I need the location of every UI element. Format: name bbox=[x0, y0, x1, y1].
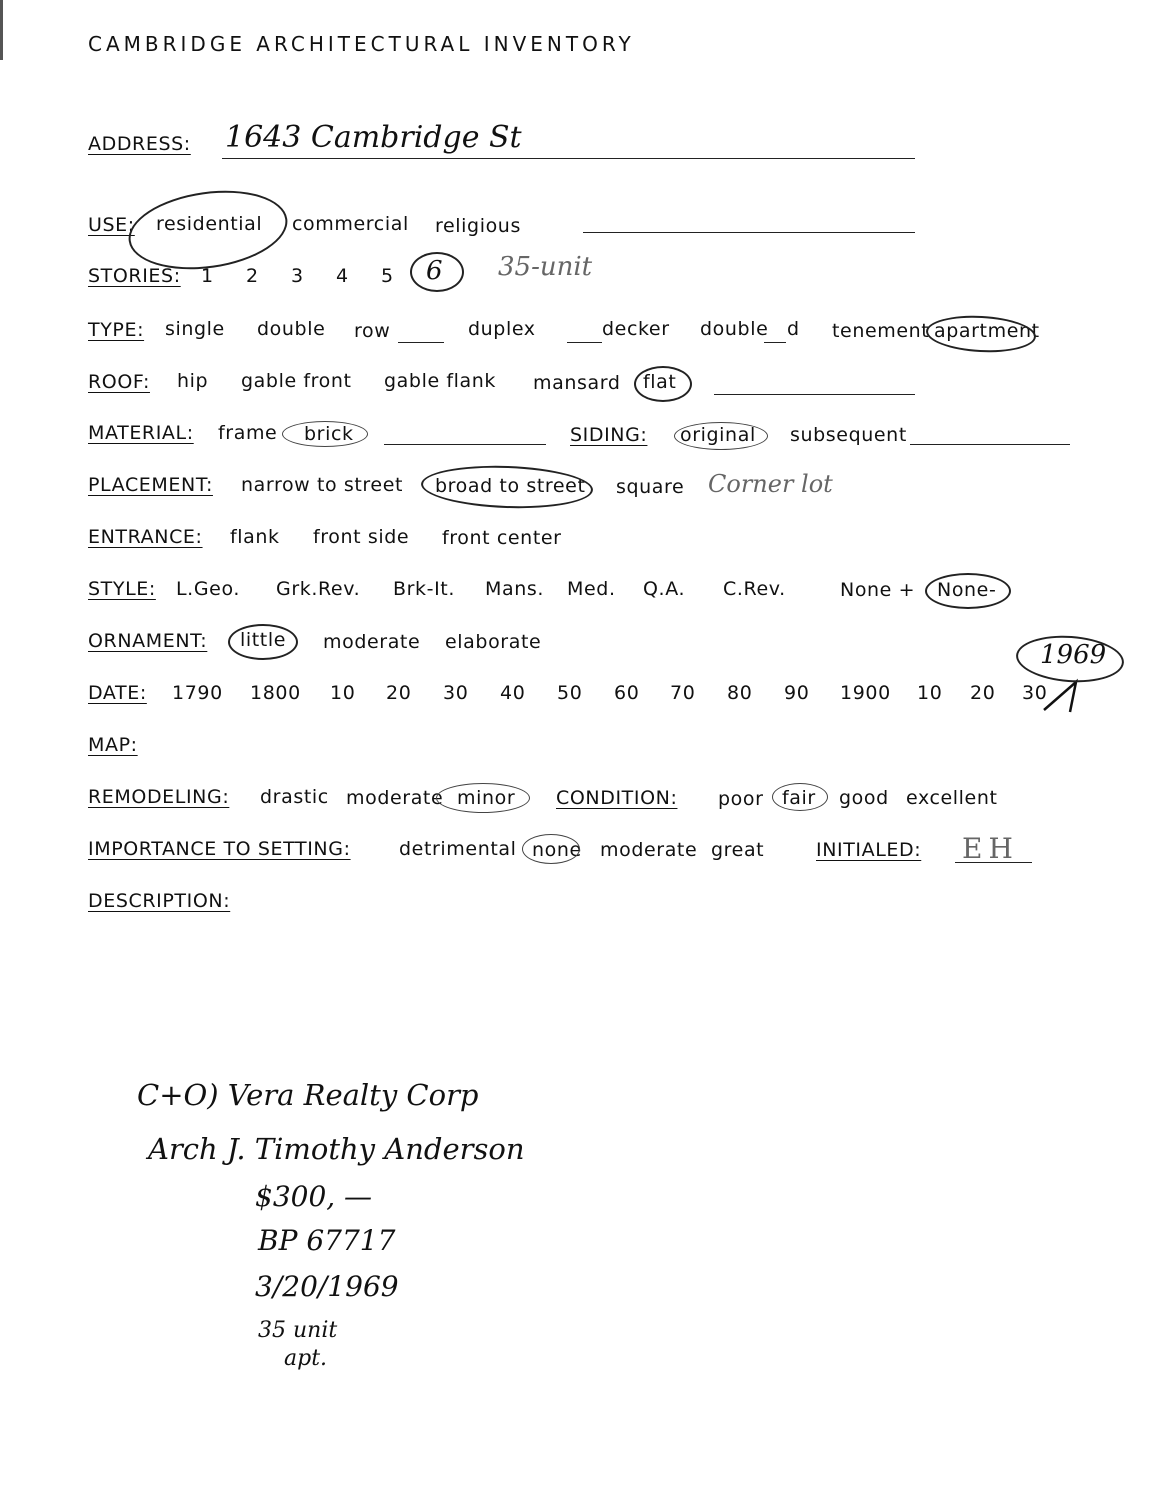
importance-selection-circle bbox=[522, 834, 580, 864]
importance-option-detrimental[interactable]: detrimental bbox=[399, 838, 517, 860]
type-option-single[interactable]: single bbox=[165, 318, 225, 340]
placement-label: PLACEMENT: bbox=[88, 474, 213, 496]
roof-other-blank bbox=[714, 394, 915, 395]
remodeling-option-minor[interactable]: minor bbox=[457, 787, 516, 809]
description-label: DESCRIPTION: bbox=[88, 890, 231, 912]
note-units: 35 unit bbox=[258, 1318, 338, 1343]
form-title: CAMBRIDGE ARCHITECTURAL INVENTORY bbox=[88, 32, 635, 56]
use-option-residential[interactable]: residential bbox=[156, 213, 263, 235]
address-label: ADDRESS: bbox=[88, 133, 191, 155]
condition-option-good[interactable]: good bbox=[839, 787, 889, 809]
material-label: MATERIAL: bbox=[88, 422, 194, 444]
placement-option-narrow[interactable]: narrow to street bbox=[241, 474, 404, 496]
entrance-option-front-side[interactable]: front side bbox=[313, 526, 410, 548]
date-option-1920[interactable]: 20 bbox=[970, 682, 996, 704]
note-date: 3/20/1969 bbox=[255, 1270, 399, 1303]
roof-option-gable-front[interactable]: gable front bbox=[241, 370, 352, 392]
type-decker-blank bbox=[567, 342, 602, 343]
ornament-option-moderate[interactable]: moderate bbox=[323, 631, 421, 653]
date-option-1930[interactable]: 30 bbox=[1022, 682, 1048, 704]
ornament-option-elaborate[interactable]: elaborate bbox=[445, 631, 542, 653]
ornament-option-little[interactable]: little bbox=[240, 629, 287, 651]
style-option-qa[interactable]: Q.A. bbox=[643, 578, 686, 600]
style-option-none-minus[interactable]: None- bbox=[937, 579, 997, 601]
remodeling-option-drastic[interactable]: drastic bbox=[260, 786, 329, 808]
note-owner: C+O) Vera Realty Corp bbox=[137, 1078, 479, 1112]
stories-option-1[interactable]: 1 bbox=[201, 265, 214, 287]
entrance-option-flank[interactable]: flank bbox=[230, 526, 280, 548]
note-cost: $300, — bbox=[255, 1180, 373, 1213]
type-double-blank bbox=[764, 342, 786, 343]
remodeling-selection-circle bbox=[436, 783, 530, 813]
initialed-blank-line bbox=[955, 862, 1032, 863]
style-option-crev[interactable]: C.Rev. bbox=[723, 578, 786, 600]
stories-label: STORIES: bbox=[88, 265, 181, 287]
stories-selection-circle bbox=[410, 252, 464, 292]
date-option-1840[interactable]: 40 bbox=[500, 682, 526, 704]
date-option-1890[interactable]: 90 bbox=[784, 682, 810, 704]
map-label: MAP: bbox=[88, 734, 138, 756]
note-architect: Arch J. Timothy Anderson bbox=[148, 1132, 525, 1166]
entrance-label: ENTRANCE: bbox=[88, 526, 203, 548]
use-other-blank bbox=[583, 232, 915, 233]
roof-option-flat[interactable]: flat bbox=[643, 371, 677, 393]
roof-option-mansard[interactable]: mansard bbox=[533, 372, 621, 394]
importance-option-none[interactable]: none bbox=[532, 839, 582, 861]
stories-note: 35-unit bbox=[498, 252, 593, 282]
type-option-row[interactable]: row bbox=[354, 320, 391, 342]
placement-option-square[interactable]: square bbox=[616, 476, 685, 498]
type-label: TYPE: bbox=[88, 319, 145, 341]
roof-option-hip[interactable]: hip bbox=[177, 370, 209, 392]
style-option-lgeo[interactable]: L.Geo. bbox=[176, 578, 240, 600]
condition-option-excellent[interactable]: excellent bbox=[906, 787, 998, 809]
roof-label: ROOF: bbox=[88, 371, 150, 393]
roof-option-gable-flank[interactable]: gable flank bbox=[384, 370, 497, 392]
date-option-1830[interactable]: 30 bbox=[443, 682, 469, 704]
type-option-decker[interactable]: decker bbox=[602, 318, 670, 340]
stories-option-6[interactable]: 6 bbox=[426, 256, 443, 286]
type-option-apartment[interactable]: apartment bbox=[934, 320, 1040, 342]
style-selection-circle bbox=[925, 573, 1011, 609]
type-option-double[interactable]: double bbox=[257, 318, 326, 340]
condition-selection-circle bbox=[772, 783, 828, 811]
use-option-religious[interactable]: religious bbox=[435, 215, 521, 237]
type-option-tenement[interactable]: tenement bbox=[832, 320, 930, 342]
type-option-d[interactable]: d bbox=[787, 318, 800, 340]
importance-option-moderate[interactable]: moderate bbox=[600, 839, 698, 861]
style-option-mans[interactable]: Mans. bbox=[485, 578, 545, 600]
placement-option-broad[interactable]: broad to street bbox=[435, 475, 586, 497]
type-option-double-decker[interactable]: double bbox=[700, 318, 769, 340]
siding-other-blank bbox=[910, 444, 1070, 445]
use-option-commercial[interactable]: commercial bbox=[292, 213, 409, 235]
date-option-1800[interactable]: 1800 bbox=[250, 682, 301, 704]
importance-label: IMPORTANCE TO SETTING: bbox=[88, 838, 351, 860]
placement-selection-circle bbox=[420, 463, 593, 511]
type-row-blank bbox=[398, 342, 444, 343]
condition-option-fair[interactable]: fair bbox=[782, 787, 816, 809]
date-option-1880[interactable]: 80 bbox=[727, 682, 753, 704]
entrance-option-front-center[interactable]: front center bbox=[442, 527, 562, 549]
date-selection-circle bbox=[1015, 632, 1126, 685]
style-option-med[interactable]: Med. bbox=[567, 578, 616, 600]
siding-option-original[interactable]: original bbox=[680, 424, 756, 446]
placement-note: Corner lot bbox=[708, 470, 833, 498]
date-option-1910[interactable]: 10 bbox=[917, 682, 943, 704]
date-selected-year: 1969 bbox=[1040, 640, 1107, 670]
remodeling-option-moderate[interactable]: moderate bbox=[346, 787, 444, 809]
style-option-brkit[interactable]: Brk-It. bbox=[393, 578, 455, 600]
address-blank-line bbox=[222, 158, 915, 159]
initialed-label: INITIALED: bbox=[816, 839, 922, 861]
date-option-1850[interactable]: 50 bbox=[557, 682, 583, 704]
date-option-1860[interactable]: 60 bbox=[614, 682, 640, 704]
initialed-value[interactable]: EH bbox=[962, 832, 1019, 865]
date-label: DATE: bbox=[88, 682, 147, 704]
remodeling-label: REMODELING: bbox=[88, 786, 230, 808]
stories-option-5[interactable]: 5 bbox=[381, 265, 394, 287]
ornament-selection-circle bbox=[228, 624, 298, 660]
material-other-blank bbox=[384, 444, 546, 445]
style-option-none-plus[interactable]: None + bbox=[840, 579, 916, 601]
date-option-1810[interactable]: 10 bbox=[330, 682, 356, 704]
siding-option-subsequent[interactable]: subsequent bbox=[790, 424, 907, 446]
roof-selection-circle bbox=[634, 366, 692, 402]
ornament-label: ORNAMENT: bbox=[88, 630, 208, 652]
importance-option-great[interactable]: great bbox=[711, 839, 765, 861]
material-selection-circle bbox=[282, 421, 368, 447]
stories-option-2[interactable]: 2 bbox=[246, 265, 259, 287]
stories-option-4[interactable]: 4 bbox=[336, 265, 349, 287]
material-option-brick[interactable]: brick bbox=[304, 423, 354, 445]
style-option-grkrev[interactable]: Grk.Rev. bbox=[276, 578, 361, 600]
note-apt: apt. bbox=[284, 1346, 328, 1371]
date-option-1820[interactable]: 20 bbox=[386, 682, 412, 704]
style-label: STYLE: bbox=[88, 578, 156, 600]
siding-selection-circle bbox=[674, 422, 768, 450]
condition-option-poor[interactable]: poor bbox=[718, 788, 764, 810]
address-value[interactable]: 1643 Cambridge St bbox=[225, 120, 522, 155]
note-permit: BP 67717 bbox=[258, 1224, 396, 1257]
siding-label: SIDING: bbox=[570, 424, 648, 446]
page-edge-mark bbox=[0, 0, 3, 60]
condition-label: CONDITION: bbox=[556, 787, 678, 809]
type-option-duplex[interactable]: duplex bbox=[468, 318, 536, 340]
date-option-1870[interactable]: 70 bbox=[670, 682, 696, 704]
date-option-1900[interactable]: 1900 bbox=[840, 682, 891, 704]
material-option-frame[interactable]: frame bbox=[218, 422, 278, 444]
date-option-1790[interactable]: 1790 bbox=[172, 682, 223, 704]
use-label: USE: bbox=[88, 214, 135, 236]
stories-option-3[interactable]: 3 bbox=[291, 265, 304, 287]
